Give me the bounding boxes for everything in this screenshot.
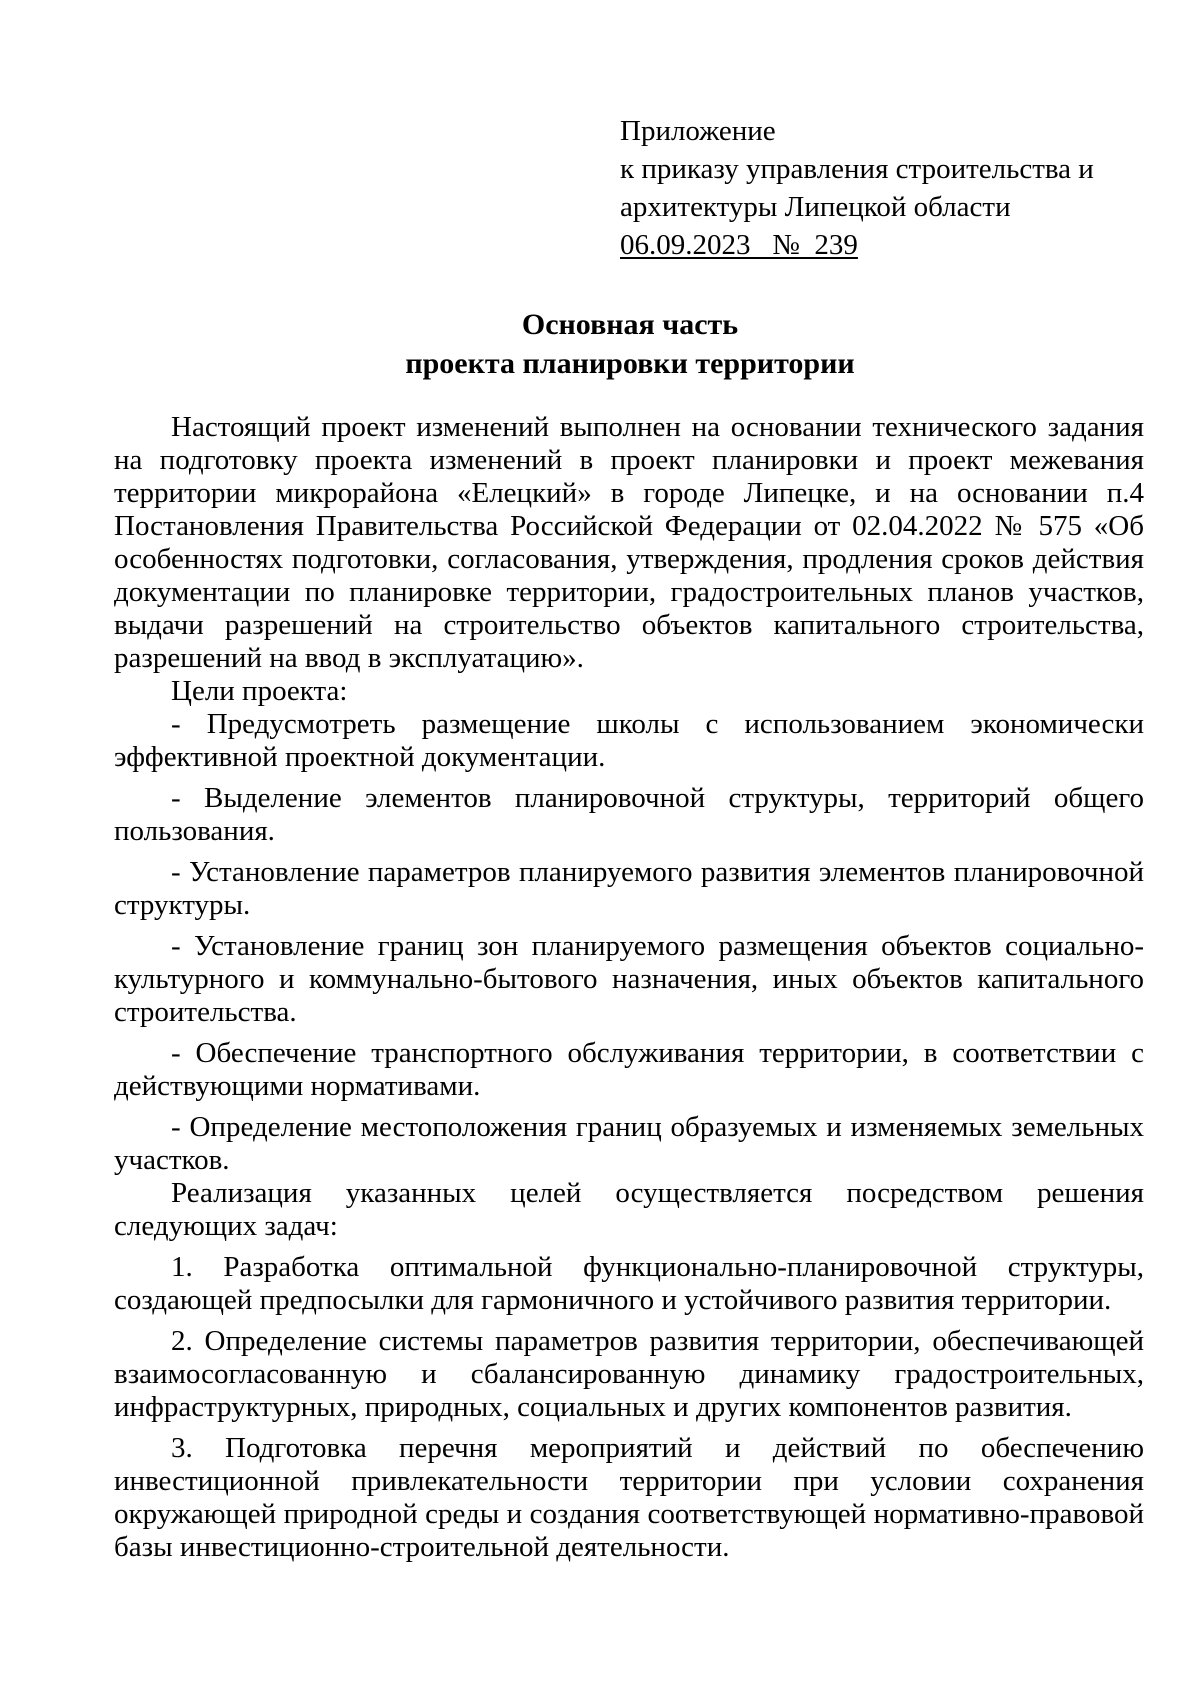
goal-item: - Установление границ зон планируемого размещения объектов социально-культурного и коммунально-бытового назначения, иных объектов капитального строительства. (114, 930, 1144, 1028)
order-date-number: 06.09.2023 № 239 (620, 229, 858, 261)
task-item: 1. Разработка оптимальной функционально-планировочной структуры, создающей предпосылки для гармоничного и устойчивого развития территории. (114, 1251, 1144, 1316)
goal-item: - Определение местоположения границ образуемых и изменяемых земельных участков. (114, 1111, 1144, 1176)
tasks-intro: Реализация указанных целей осуществляется посредством решения следующих задач: (114, 1177, 1144, 1242)
document-body (114, 411, 1144, 1564)
goal-item: - Обеспечение транспортного обслуживания территории, в соответствии с действующими нормативами. (114, 1037, 1144, 1102)
goal-item: - Установление параметров планируемого развития элементов планировочной структуры. (114, 856, 1144, 921)
goal-item: - Выделение элементов планировочной структуры, территорий общего пользования. (114, 782, 1144, 847)
appendix-label: Приложение (620, 115, 776, 147)
task-item: 2. Определение системы параметров развития территории, обеспечивающей взаимосогласованную и сбалансированную динамику градостроительных, инфраструктурных, природных, социальных и других компонентов развития. (114, 1325, 1144, 1423)
appendix-order-line: к приказу управления строительства и (620, 153, 1094, 185)
intro-paragraph: Настоящий проект изменений выполнен на основании технического задания на подготовку проекта изменений в проект планировки и проект межевания территории микрорайона «Елецкий» в городе Липецке, и на основании п.4 Постановления Правительства Российской Федерации от 02.04.2022 № 575 «Об особенностях подготовки, согласования, утверждения, продления сроков действия документации по планировке территории, градостроительных планов участков, выдачи разрешений на строительство объектов капитального строительства, разрешений на ввод в эксплуатацию». (114, 411, 1144, 674)
title-line-1: Основная часть (521, 308, 739, 341)
appendix-authority-line: архитектуры Липецкой области (620, 191, 1011, 223)
document-title (0, 305, 1200, 383)
title-line-2: проекта планировки территории (405, 347, 855, 380)
appendix-block (620, 112, 1140, 264)
goals-heading: Цели проекта: (171, 675, 348, 707)
goal-item: - Предусмотреть размещение школы с использованием экономически эффективной проектной документации. (114, 708, 1144, 773)
task-item: 3. Подготовка перечня мероприятий и действий по обеспечению инвестиционной привлекательности территории при условии сохранения окружающей природной среды и создания соответствующей нормативно-правовой базы инвестиционно-строительной деятельности. (114, 1432, 1144, 1563)
